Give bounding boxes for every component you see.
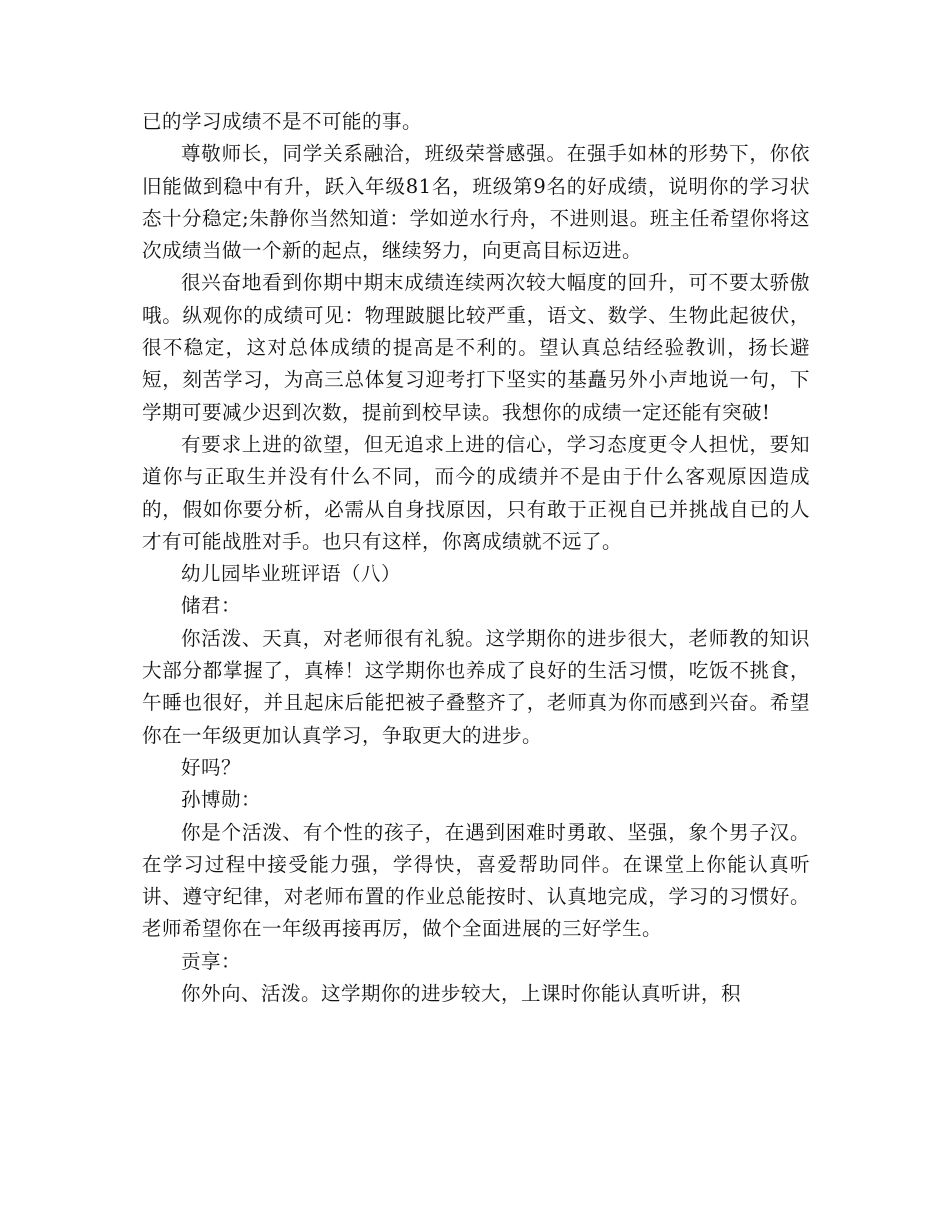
- paragraph-5: 你活泼、天真，对老师很有礼貌。这学期你的进步很大，老师教的知识大部分都掌握了，真棒！这学期你也养成了良好的生活习惯，吃饭不挑食，午睡也很好，并且起床后能把被子叠整齐了，老师真为你而感到兴奋。希望你在一年级更加认真学习，争取更大的进步。: [142, 626, 810, 747]
- student-name-3: 贡享：: [181, 949, 242, 973]
- paragraph-7: 你是个活泼、有个性的孩子，在遇到困难时勇敢、坚强，象个男子汉。在学习过程中接受能力强，学得快，喜爱帮助同伴。在课堂上你能认真听讲、遵守纪律，对老师布置的作业总能按时、认真地完成，学习的习惯好。老师希望你在一年级再接再厉，做个全面进展的三好学生。: [142, 820, 810, 941]
- student-name-2: 孙博勋：: [181, 788, 262, 812]
- student-name-1: 储君：: [181, 594, 242, 618]
- paragraph-6: 好吗？: [181, 755, 242, 779]
- document-body: [142, 106, 810, 1010]
- paragraph-2: 尊敬师长，同学关系融洽，班级荣誉感强。在强手如林的形势下，你依旧能做到稳中有升，跃入年级81名，班级第9名的好成绩，说明你的学习状态十分稳定;朱静你当然知道：学如逆水行舟，不进则退。班主任希望你将这次成绩当做一个新的起点，继续努力，向更高目标迈进。: [142, 142, 810, 263]
- paragraph-4: 有要求上进的欲望，但无追求上进的信心，学习态度更令人担忧，要知道你与正取生并没有什么不同，而今的成绩并不是由于什么客观原因造成的，假如你要分析，必需从自身找原因，只有敢于正视自已并挑战自已的人才有可能战胜对手。也只有这样，你离成绩就不远了。: [142, 432, 810, 553]
- paragraph-3: 很兴奋地看到你期中期末成绩连续两次较大幅度的回升，可不要太骄傲哦。纵观你的成绩可见：物理跛腿比较严重，语文、数学、生物此起彼伏，很不稳定，这对总体成绩的提高是不利的。望认真总结经验教训，扬长避短，刻苦学习，为高三总体复习迎考打下坚实的基矗另外小声地说一句，下学期可要减少迟到次数，提前到校早读。我想你的成绩一定还能有突破!: [142, 271, 810, 424]
- section-heading: 幼儿园毕业班评语（八）: [181, 562, 402, 586]
- paragraph-1: 已的学习成绩不是不可能的事。: [142, 110, 423, 133]
- paragraph-8: 你外向、活泼。这学期你的进步较大，上课时你能认真听讲，积: [181, 982, 742, 1006]
